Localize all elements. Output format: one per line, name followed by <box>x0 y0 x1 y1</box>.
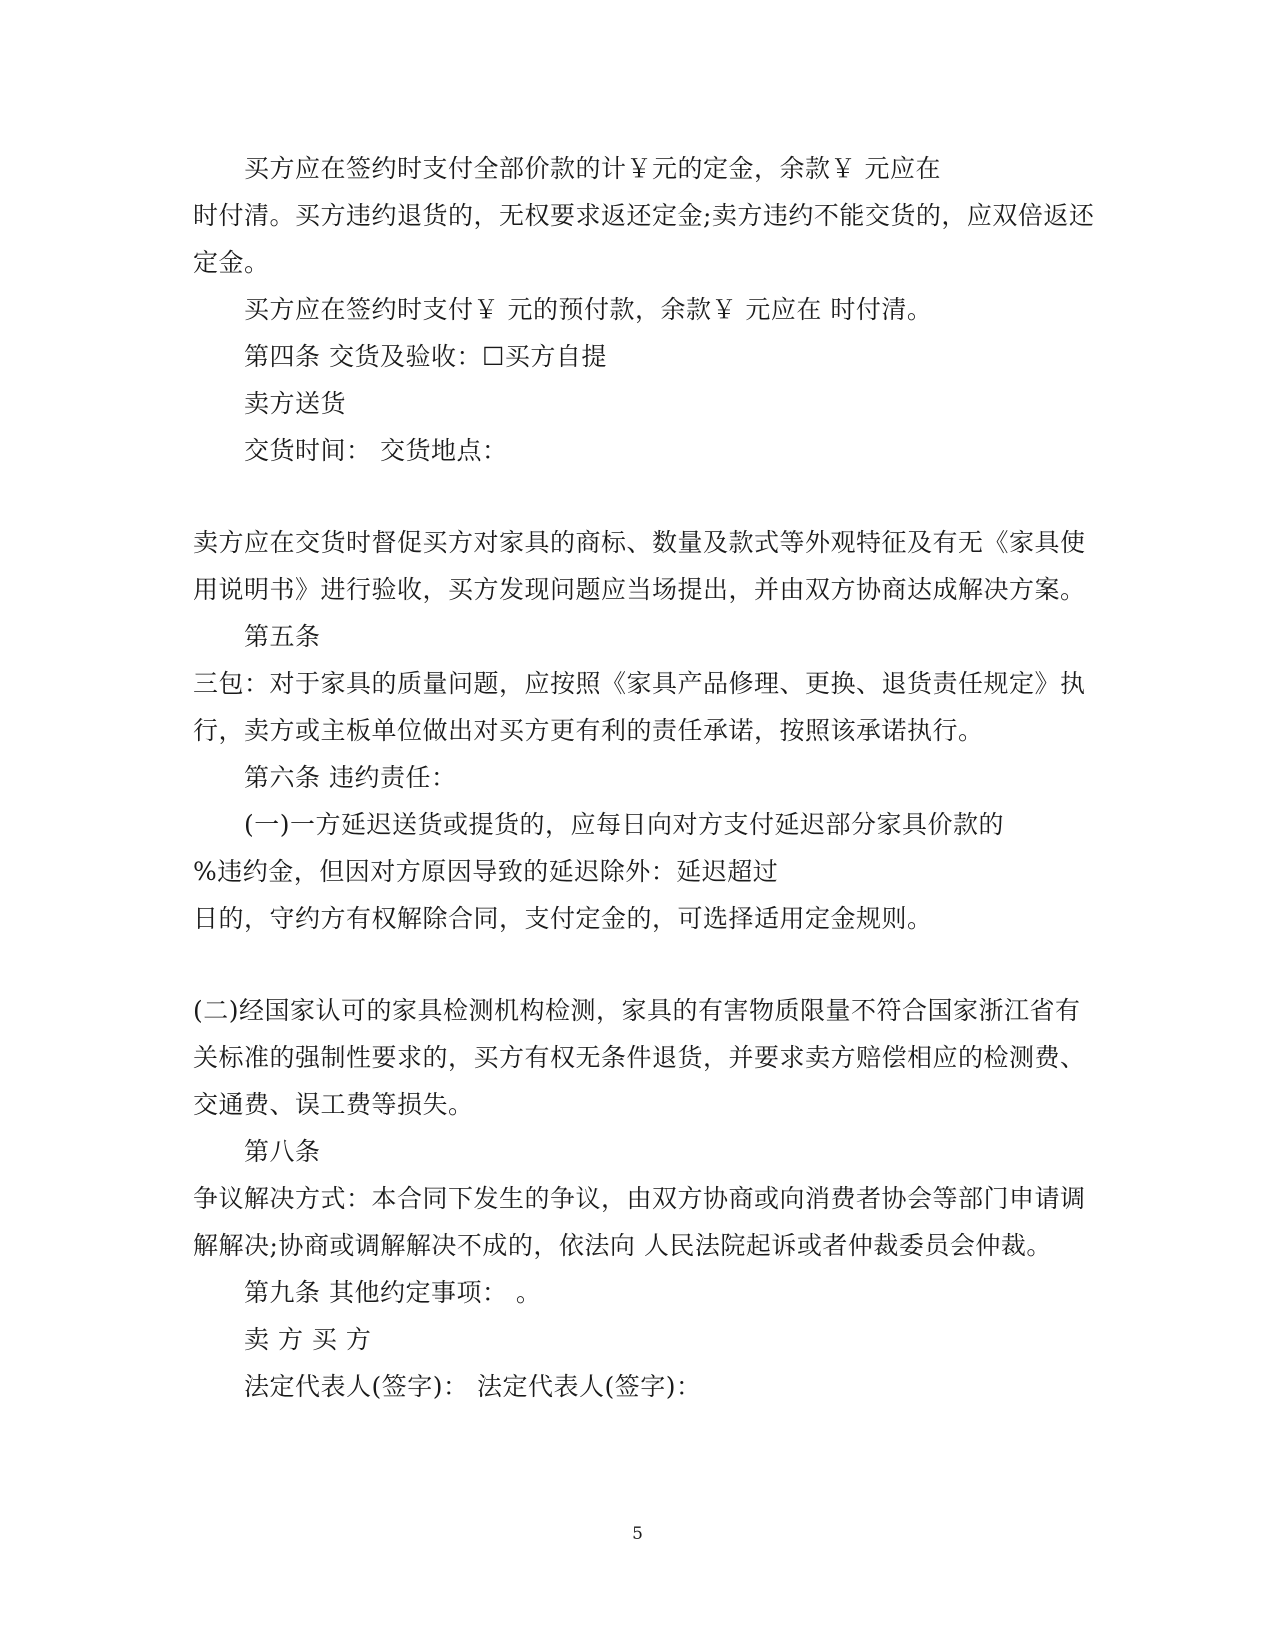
text-line-quality-2: 关标准的强制性要求的，买方有权无条件退货，并要求卖方赔偿相应的检测费、 <box>193 1043 1086 1072</box>
text-line-breach-1: (一)一方延迟送货或提货的，应每日向对方支付延迟部分家具价款的 <box>244 810 1005 839</box>
text-line-prepayment: 买方应在签约时支付￥ 元的预付款，余款￥ 元应在 时付清。 <box>244 295 933 324</box>
text-line-breach-3: 日的，守约方有权解除合同，支付定金的，可选择适用定金规则。 <box>193 904 933 933</box>
signature-parties: 卖 方 买 方 <box>244 1325 372 1354</box>
signature-representatives: 法定代表人(签字)： 法定代表人(签字)： <box>244 1372 702 1401</box>
text-line-deposit-rules: 时付清。买方违约退货的，无权要求返还定金;卖方违约不能交货的，应双倍返还 <box>193 201 1095 230</box>
text-line-breach-2: %违约金，但因对方原因导致的延迟除外：延迟超过 <box>193 857 779 886</box>
article-4-heading: 第四条 交货及验收：☐买方自提 <box>244 342 607 371</box>
text-line-warranty-2: 行，卖方或主板单位做出对买方更有利的责任承诺，按照该承诺执行。 <box>193 716 984 745</box>
article-9-heading: 第九条 其他约定事项： 。 <box>244 1278 542 1307</box>
text-line-dispute-2: 解解决;协商或调解解决不成的，依法向 人民法院起诉或者仲裁委员会仲裁。 <box>193 1231 1052 1260</box>
text-line-delivery-time-place: 交货时间： 交货地点： <box>244 436 508 465</box>
article-8-heading: 第八条 <box>244 1137 321 1166</box>
text-line-dispute-1: 争议解决方式：本合同下发生的争议，由双方协商或向消费者协会等部门申请调 <box>193 1184 1086 1213</box>
text-line-quality-3: 交通费、误工费等损失。 <box>193 1090 474 1119</box>
text-line-inspection-2: 用说明书》进行验收，买方发现问题应当场提出，并由双方协商达成解决方案。 <box>193 575 1086 604</box>
page-number: 5 <box>632 1524 643 1544</box>
text-line-quality-1: (二)经国家认可的家具检测机构检测，家具的有害物质限量不符合国家浙江省有 <box>193 996 1081 1025</box>
text-line-deposit-end: 定金。 <box>193 248 270 277</box>
text-line-seller-delivery: 卖方送货 <box>244 389 347 418</box>
text-line-deposit-payment: 买方应在签约时支付全部价款的计￥元的定金，余款￥ 元应在 <box>244 154 941 183</box>
article-5-heading: 第五条 <box>244 622 321 651</box>
text-line-warranty-1: 三包：对于家具的质量问题，应按照《家具产品修理、更换、退货责任规定》执 <box>193 669 1086 698</box>
article-6-heading: 第六条 违约责任： <box>244 763 457 792</box>
text-line-inspection-1: 卖方应在交货时督促买方对家具的商标、数量及款式等外观特征及有无《家具使 <box>193 528 1086 557</box>
